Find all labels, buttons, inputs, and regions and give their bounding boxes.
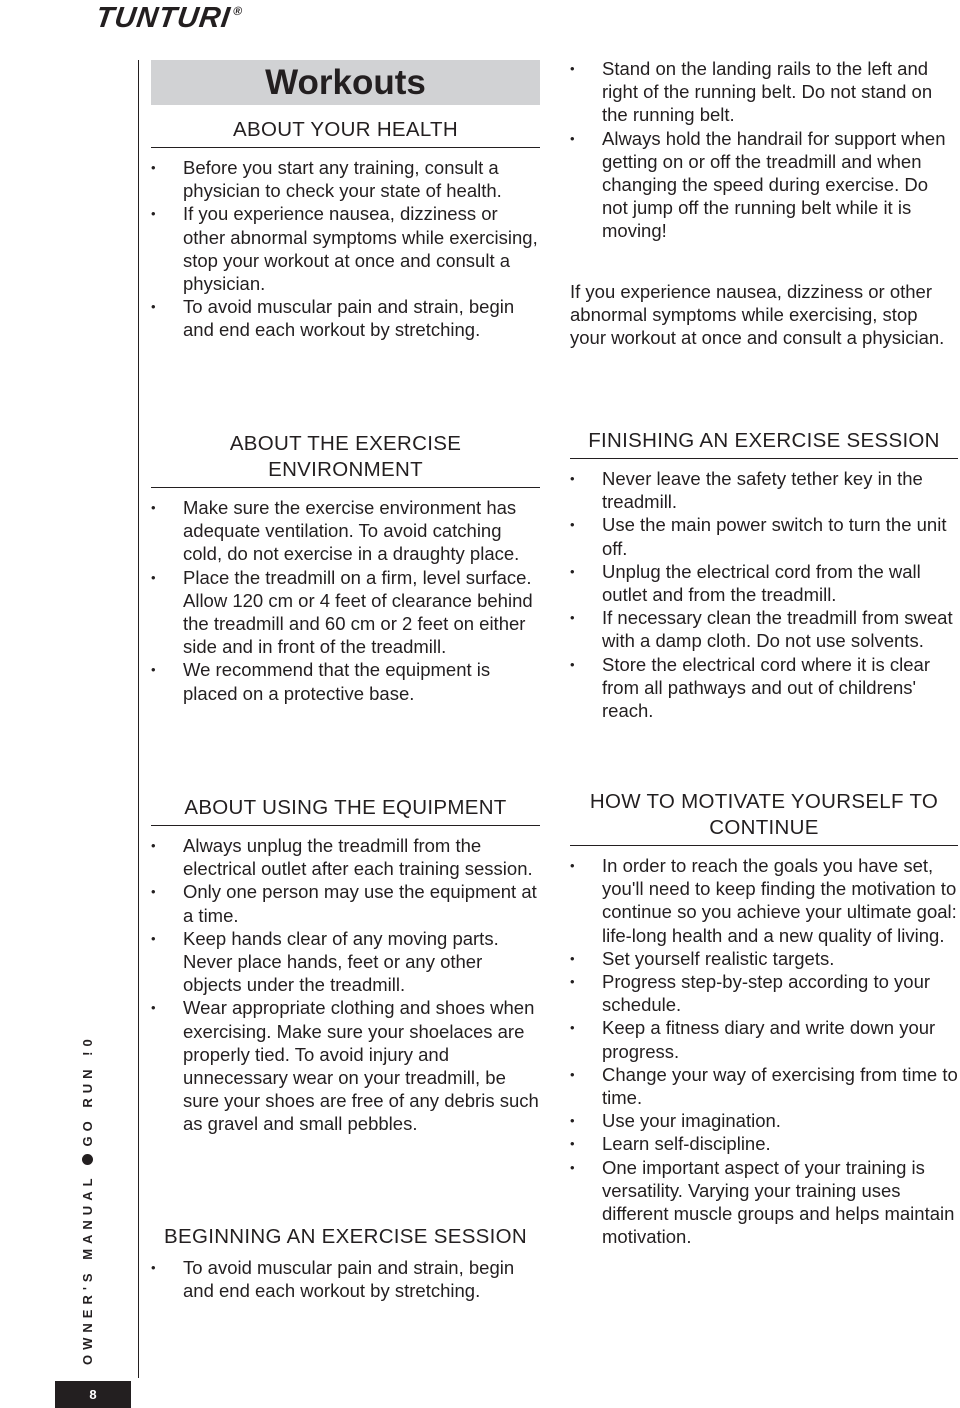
list-item: • Learn self-discipline. (570, 1132, 958, 1155)
section-finishing (570, 428, 958, 722)
bullet-list (570, 467, 958, 722)
list-item: • Always hold the handrail for support when getting on or off the treadmill and when changing the speed during exercise. Do not jump off the running belt while it is moving! (570, 127, 958, 243)
list-item: • If necessary clean the treadmill from sweat with a damp cloth. Do not use solvents. (570, 606, 958, 652)
list-item: • Store the electrical cord where it is clear from all pathways and out of childrens' reach. (570, 653, 958, 723)
section-heading: ABOUT YOUR HEALTH (151, 117, 540, 148)
bullet-list (151, 1256, 540, 1302)
section-heading: ABOUT USING THE EQUIPMENT (151, 795, 540, 826)
section-heading: BEGINNING AN EXERCISE SESSION (164, 1225, 527, 1248)
list-item: • To avoid muscular pain and strain, begin and end each workout by stretching. (151, 295, 540, 341)
list-item: • Wear appropriate clothing and shoes when exercising. Make sure your shoelaces are properly tied. To avoid injury and unnecessary wear on your treadmill, be sure your shoes are free of any debris such as gravel and small pebbles. (151, 996, 540, 1135)
safety-paragraph: If you experience nausea, dizziness or other abnormal symptoms while exercising, stop your workout at once and consult a physician. (570, 280, 945, 349)
list-item: • Set yourself realistic targets. (570, 947, 958, 970)
list-item: • Before you start any training, consult a physician to check your state of health. (151, 156, 540, 202)
section-motivate (570, 789, 958, 1248)
list-item: • Use the main power switch to turn the unit off. (570, 513, 958, 559)
sidebar-right-text: GO RUN !0 (80, 1034, 95, 1147)
section-health (151, 117, 540, 342)
list-item: • In order to reach the goals you have set, you'll need to keep finding the motivation to continue so you achieve your ultimate goal: life-long health and a new quality of living. (570, 854, 958, 947)
bullet-list (151, 496, 540, 705)
list-item: • Make sure the exercise environment has adequate ventilation. To avoid catching cold, do not exercise in a draughty place. (151, 496, 540, 566)
left-rule (138, 60, 139, 1378)
list-item: • Keep a fitness diary and write down your progress. (570, 1016, 958, 1062)
list-item: • We recommend that the equipment is placed on a protective base. (151, 658, 540, 704)
list-item: • If you experience nausea, dizziness or other abnormal symptoms while exercising, stop your workout at once and consult a physician. (151, 202, 540, 295)
list-item: • Keep hands clear of any moving parts. Never place hands, feet or any other objects under the treadmill. (151, 927, 540, 997)
list-item: • One important aspect of your training is versatility. Varying your training uses different muscle groups and helps maintain motivation. (570, 1156, 958, 1249)
list-item: • Change your way of exercising from time to time. (570, 1063, 958, 1109)
list-item: • To avoid muscular pain and strain, begin and end each workout by stretching. (151, 1256, 540, 1302)
sidebar-left-text: OWNER'S MANUAL (80, 1173, 95, 1365)
bullet-list (570, 57, 958, 243)
section-heading: ABOUT THE EXERCISE ENVIRONMENT (151, 431, 540, 488)
section-safety (570, 57, 958, 349)
section-heading: HOW TO MOTIVATE YOURSELF TO CONTINUE (570, 789, 958, 846)
section-beginning (151, 1224, 540, 1302)
list-item: • Never leave the safety tether key in the treadmill. (570, 467, 958, 513)
bullet-list (151, 834, 540, 1136)
section-environment (151, 431, 540, 705)
brand-logo: TUNTURI® (93, 2, 245, 34)
bullet-list (151, 156, 540, 342)
list-item: • Progress step-by-step according to your schedule. (570, 970, 958, 1016)
page-title: Workouts (151, 60, 540, 105)
list-item: • Always unplug the treadmill from the electrical outlet after each training session. (151, 834, 540, 880)
list-item: • Place the treadmill on a firm, level surface. Allow 120 cm or 4 feet of clearance behind the treadmill and 60 cm or 2 feet on either side and in front of the treadmill. (151, 566, 540, 659)
sidebar-label (80, 1034, 95, 1365)
page-number: 8 (55, 1381, 131, 1408)
bullet-list (570, 854, 958, 1248)
list-item: • Unplug the electrical cord from the wall outlet and from the treadmill. (570, 560, 958, 606)
bullet-dot-icon (82, 1154, 93, 1165)
section-equipment (151, 795, 540, 1136)
list-item: • Only one person may use the equipment at a time. (151, 880, 540, 926)
list-item: • Stand on the landing rails to the left and right of the running belt. Do not stand on the running belt. (570, 57, 958, 127)
list-item: • Use your imagination. (570, 1109, 958, 1132)
section-heading: FINISHING AN EXERCISE SESSION (570, 428, 958, 459)
